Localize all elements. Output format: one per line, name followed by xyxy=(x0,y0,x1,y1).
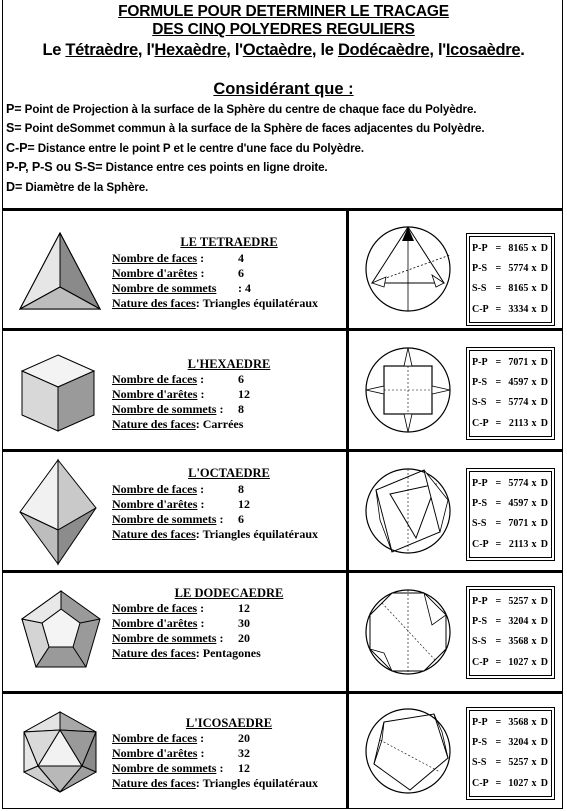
distance-key: P-P xyxy=(472,717,488,728)
diameter-symbol: D xyxy=(540,357,548,368)
table-row xyxy=(472,494,549,514)
times-sign: x xyxy=(531,616,537,628)
table-row xyxy=(472,353,549,373)
times-sign: x xyxy=(531,243,537,254)
distance-value: 3334 xyxy=(508,303,529,315)
distance-key: P-P xyxy=(472,357,488,368)
distance-key: P-S xyxy=(472,377,487,389)
colon: : xyxy=(197,497,205,511)
distance-value: 5257 xyxy=(508,596,529,607)
edges-value: 30 xyxy=(238,616,250,630)
times-sign: x xyxy=(531,737,537,749)
equals-sign: = xyxy=(495,757,502,769)
nature-label: Nature des faces xyxy=(112,296,196,310)
times-sign: x xyxy=(531,757,537,769)
faces-nature xyxy=(112,776,318,791)
subtitle-icosaedre: Icosaèdre xyxy=(445,41,521,59)
cube-icon xyxy=(16,351,100,435)
faces-label: Nombre de faces xyxy=(112,731,198,745)
column-divider xyxy=(346,573,349,691)
edges-count xyxy=(112,387,250,402)
colon: : xyxy=(195,646,200,660)
distance-key: P-P xyxy=(472,243,488,254)
times-sign: x xyxy=(531,656,537,668)
nature-value: Triangles équilatéraux xyxy=(202,296,319,310)
colon: : xyxy=(197,482,205,496)
faces-label: Nombre de faces xyxy=(112,251,198,265)
table-row xyxy=(472,653,549,673)
definition-text: Distance entre le point P et le centre d'une face du Polyèdre. xyxy=(34,141,364,155)
times-sign: x xyxy=(531,518,537,530)
diameter-symbol: D xyxy=(540,616,548,628)
equals-sign: = xyxy=(495,737,502,749)
definition-item xyxy=(6,178,561,197)
colon: : xyxy=(197,601,205,615)
equals-sign: = xyxy=(495,263,502,275)
diameter-symbol: D xyxy=(540,636,548,648)
faces-count xyxy=(112,372,244,387)
edges-label: Nombre d'arêtes xyxy=(112,616,198,630)
distance-value: 3568 xyxy=(508,717,529,728)
table-row xyxy=(472,279,549,299)
colon: : xyxy=(216,402,224,416)
colon: : xyxy=(216,512,224,526)
faces-nature xyxy=(112,646,261,661)
colon: : xyxy=(195,527,200,541)
equals-sign: = xyxy=(495,717,502,728)
cube-projection-diagram xyxy=(362,339,460,441)
faces-value: 12 xyxy=(238,601,250,615)
distance-value: 1027 xyxy=(508,656,529,668)
table-row xyxy=(472,535,549,555)
definition-key: P= xyxy=(6,102,22,116)
column-divider xyxy=(346,211,349,328)
definition-text: Point deSommet commun à la surface de la Sphère de faces adjacentes du Polyèdre. xyxy=(21,122,485,136)
distance-value: 3204 xyxy=(508,616,529,628)
diameter-symbol: D xyxy=(540,397,548,409)
distance-key: P-S xyxy=(472,737,487,749)
distance-table xyxy=(466,586,555,679)
vertices-value: 20 xyxy=(238,631,250,645)
nature-label: Nature des faces xyxy=(112,527,196,541)
colon: : xyxy=(216,761,224,775)
distance-key: C-P xyxy=(472,303,489,315)
table-row xyxy=(472,239,549,259)
colon: : xyxy=(197,387,205,401)
equals-sign: = xyxy=(495,636,502,648)
distance-key: C-P xyxy=(472,417,489,429)
tetrahedron-projection-diagram xyxy=(362,219,460,319)
distance-value: 1027 xyxy=(508,777,529,789)
equals-sign: = xyxy=(495,538,502,550)
definitions-list xyxy=(6,100,561,197)
distance-value: 8165 xyxy=(508,243,529,254)
distance-value: 5257 xyxy=(508,757,529,769)
table-row xyxy=(472,612,549,632)
diameter-symbol: D xyxy=(540,377,548,389)
distance-key: P-S xyxy=(472,263,487,275)
subtitle-part: . xyxy=(520,41,525,59)
vertices-count xyxy=(112,512,244,527)
considering-heading: Considérant que : xyxy=(213,80,354,98)
faces-label: Nombre de faces xyxy=(112,482,198,496)
diameter-symbol: D xyxy=(540,777,548,789)
column-divider xyxy=(346,694,349,809)
subtitle xyxy=(0,41,567,60)
polyhedron-name: LE DODECAEDRE xyxy=(174,586,284,600)
definition-key: C-P= xyxy=(6,140,35,155)
octahedron-icon xyxy=(16,458,100,566)
definition-item xyxy=(6,139,561,158)
vertices-count xyxy=(112,281,251,296)
vertices-label: Nombre de sommets xyxy=(112,402,217,416)
tetrahedron-icon xyxy=(16,229,104,315)
diameter-symbol: D xyxy=(540,478,548,489)
table-row xyxy=(472,474,549,494)
subtitle-hexaedre: Hexaèdre xyxy=(154,41,227,59)
edges-label: Nombre d'arêtes xyxy=(112,746,198,760)
diameter-symbol: D xyxy=(540,303,548,315)
vertices-value: 8 xyxy=(238,402,244,416)
faces-count xyxy=(112,601,250,616)
definition-item xyxy=(6,158,561,177)
edges-label: Nombre d'arêtes xyxy=(112,497,198,511)
dodecahedron-icon xyxy=(16,587,106,677)
colon: : xyxy=(195,296,200,310)
polyhedron-row-icosaedre xyxy=(2,694,563,809)
distance-key: C-P xyxy=(472,777,489,789)
subtitle-dodecaedre: Dodécaèdre xyxy=(337,41,430,59)
distance-value: 3568 xyxy=(508,636,529,648)
times-sign: x xyxy=(531,596,537,607)
distance-value: 5774 xyxy=(508,478,529,489)
vertices-label: Nombre de sommets xyxy=(112,281,217,295)
edges-label: Nombre d'arêtes xyxy=(112,387,198,401)
times-sign: x xyxy=(531,717,537,728)
distance-key: C-P xyxy=(472,656,489,668)
nature-label: Nature des faces xyxy=(112,646,196,660)
colon: : xyxy=(197,266,205,280)
distance-key: S-S xyxy=(472,636,487,648)
distance-value: 3204 xyxy=(508,737,529,749)
times-sign: x xyxy=(531,777,537,789)
vertices-value: 12 xyxy=(238,761,250,775)
octahedron-projection-diagram xyxy=(362,460,460,562)
column-divider xyxy=(346,331,349,449)
times-sign: x xyxy=(531,538,537,550)
diameter-symbol: D xyxy=(540,737,548,749)
distance-key: C-P xyxy=(472,538,489,550)
distance-key: P-P xyxy=(472,478,488,489)
times-sign: x xyxy=(531,397,537,409)
colon: : xyxy=(197,616,205,630)
table-row xyxy=(472,514,549,534)
definition-text: Distance entre ces points en ligne droite. xyxy=(102,161,328,175)
faces-nature xyxy=(112,296,318,311)
subtitle-part: Le xyxy=(42,41,66,59)
equals-sign: = xyxy=(495,417,502,429)
faces-value: 20 xyxy=(238,731,250,745)
table-row xyxy=(472,259,549,279)
distance-key: P-S xyxy=(472,616,487,628)
equals-sign: = xyxy=(495,616,502,628)
table-row xyxy=(472,373,549,393)
times-sign: x xyxy=(531,283,537,295)
column-divider xyxy=(346,452,349,570)
distance-key: P-P xyxy=(472,596,488,607)
diameter-symbol: D xyxy=(540,263,548,275)
equals-sign: = xyxy=(495,518,502,530)
distance-value: 7071 xyxy=(508,357,529,368)
definition-key: P-P, P-S ou S-S= xyxy=(6,160,103,175)
equals-sign: = xyxy=(495,357,502,368)
dodecahedron-projection-diagram xyxy=(362,581,460,683)
table-row xyxy=(472,753,549,773)
times-sign: x xyxy=(531,498,537,510)
faces-label: Nombre de faces xyxy=(112,372,198,386)
nature-label: Nature des faces xyxy=(112,776,196,790)
nature-value: Triangles équilatéraux xyxy=(202,776,319,790)
faces-label: Nombre de faces xyxy=(112,601,198,615)
polyhedron-row-hexaedre xyxy=(2,331,563,449)
icosahedron-icon xyxy=(16,708,104,796)
vertices-count xyxy=(112,402,244,417)
subtitle-part: , l' xyxy=(137,41,155,59)
edges-count xyxy=(112,266,244,281)
vertices-value: : 4 xyxy=(238,281,251,295)
equals-sign: = xyxy=(495,397,502,409)
faces-count xyxy=(112,731,250,746)
times-sign: x xyxy=(531,357,537,368)
table-row xyxy=(472,300,549,320)
table-row xyxy=(472,713,549,733)
equals-sign: = xyxy=(495,243,502,254)
times-sign: x xyxy=(531,377,537,389)
edges-count xyxy=(112,616,250,631)
diameter-symbol: D xyxy=(540,717,548,728)
faces-count xyxy=(112,482,244,497)
distance-table xyxy=(466,707,555,800)
equals-sign: = xyxy=(495,303,502,315)
faces-nature xyxy=(112,527,318,542)
equals-sign: = xyxy=(495,478,502,489)
times-sign: x xyxy=(531,636,537,648)
vertices-count xyxy=(112,761,250,776)
nature-value: Triangles équilatéraux xyxy=(202,527,319,541)
colon: : xyxy=(197,731,205,745)
distance-value: 4597 xyxy=(508,377,529,389)
edges-value: 12 xyxy=(238,387,250,401)
nature-value: Carrées xyxy=(202,417,244,431)
vertices-label: Nombre de sommets xyxy=(112,512,217,526)
definition-item xyxy=(6,119,561,138)
equals-sign: = xyxy=(495,283,502,295)
polyhedron-row-dodecaedre xyxy=(2,573,563,691)
table-row xyxy=(472,393,549,413)
polyhedron-name: L'HEXAEDRE xyxy=(187,357,271,371)
title-line-2: DES CINQ POLYEDRES REGULIERS xyxy=(152,21,415,38)
colon: : xyxy=(197,251,205,265)
distance-value: 5774 xyxy=(508,397,529,409)
icosahedron-projection-diagram xyxy=(362,700,460,802)
edges-count xyxy=(112,746,250,761)
polyhedron-row-tetraedre xyxy=(2,211,563,328)
subtitle-part: , l' xyxy=(429,41,446,59)
polyhedron-name: LE TETRAEDRE xyxy=(180,235,278,249)
distance-table xyxy=(466,233,555,326)
distance-key: P-S xyxy=(472,498,487,510)
diameter-symbol: D xyxy=(540,417,548,429)
definition-item xyxy=(6,100,561,119)
diameter-symbol: D xyxy=(540,757,548,769)
times-sign: x xyxy=(531,478,537,489)
faces-value: 8 xyxy=(238,482,244,496)
diameter-symbol: D xyxy=(540,518,548,530)
equals-sign: = xyxy=(495,377,502,389)
times-sign: x xyxy=(531,417,537,429)
definition-key: D= xyxy=(6,179,23,194)
edges-label: Nombre d'arêtes xyxy=(112,266,198,280)
equals-sign: = xyxy=(495,777,502,789)
polyhedron-row-octaedre xyxy=(2,452,563,570)
distance-table xyxy=(466,468,555,561)
vertices-value: 6 xyxy=(238,512,244,526)
diameter-symbol: D xyxy=(540,283,548,295)
subtitle-part: , l' xyxy=(226,41,243,59)
times-sign: x xyxy=(531,263,537,275)
distance-key: S-S xyxy=(472,283,487,295)
equals-sign: = xyxy=(495,596,502,607)
faces-count xyxy=(112,251,244,266)
times-sign: x xyxy=(531,303,537,315)
colon: : xyxy=(197,746,205,760)
vertices-label: Nombre de sommets xyxy=(112,631,217,645)
subtitle-tetraedre: Tétraèdre xyxy=(65,41,138,59)
equals-sign: = xyxy=(495,498,502,510)
distance-value: 4597 xyxy=(508,498,529,510)
subtitle-part: , le xyxy=(311,41,338,59)
distance-key: S-S xyxy=(472,397,487,409)
table-row xyxy=(472,733,549,753)
faces-value: 6 xyxy=(238,372,244,386)
colon: : xyxy=(197,372,205,386)
edges-count xyxy=(112,497,250,512)
distance-value: 2113 xyxy=(508,417,529,429)
diameter-symbol: D xyxy=(540,243,548,254)
nature-value: Pentagones xyxy=(202,646,261,660)
definition-key: S= xyxy=(6,121,22,136)
faces-nature xyxy=(112,417,243,432)
diameter-symbol: D xyxy=(540,596,548,607)
table-row xyxy=(472,592,549,612)
distance-table xyxy=(466,347,555,440)
subtitle-octaedre: Octaèdre xyxy=(242,41,312,59)
distance-key: S-S xyxy=(472,757,487,769)
distance-value: 8165 xyxy=(508,283,529,295)
distance-value: 7071 xyxy=(508,518,529,530)
vertices-count xyxy=(112,631,250,646)
distance-value: 5774 xyxy=(508,263,529,275)
edges-value: 6 xyxy=(238,266,244,280)
definition-text: Diamètre de la Sphère. xyxy=(22,180,149,194)
table-row xyxy=(472,414,549,434)
diameter-symbol: D xyxy=(540,656,548,668)
colon: : xyxy=(216,631,224,645)
faces-value: 4 xyxy=(238,251,244,265)
edges-value: 32 xyxy=(238,746,250,760)
diameter-symbol: D xyxy=(540,538,548,550)
polyhedron-name: L'OCTAEDRE xyxy=(188,466,270,480)
equals-sign: = xyxy=(495,656,502,668)
definition-text: Point de Projection à la surface de la Sphère du centre de chaque face du Polyèdre. xyxy=(21,103,477,116)
polyhedron-name: L'ICOSAEDRE xyxy=(185,716,273,730)
diameter-symbol: D xyxy=(540,498,548,510)
table-row xyxy=(472,632,549,652)
colon: : xyxy=(195,776,200,790)
distance-key: S-S xyxy=(472,518,487,530)
colon: : xyxy=(195,417,200,431)
table-row xyxy=(472,774,549,794)
edges-value: 12 xyxy=(238,497,250,511)
vertices-label: Nombre de sommets xyxy=(112,761,217,775)
distance-value: 2113 xyxy=(508,538,529,550)
title-line-1: FORMULE POUR DETERMINER LE TRACAGE xyxy=(118,3,449,20)
nature-label: Nature des faces xyxy=(112,417,196,431)
